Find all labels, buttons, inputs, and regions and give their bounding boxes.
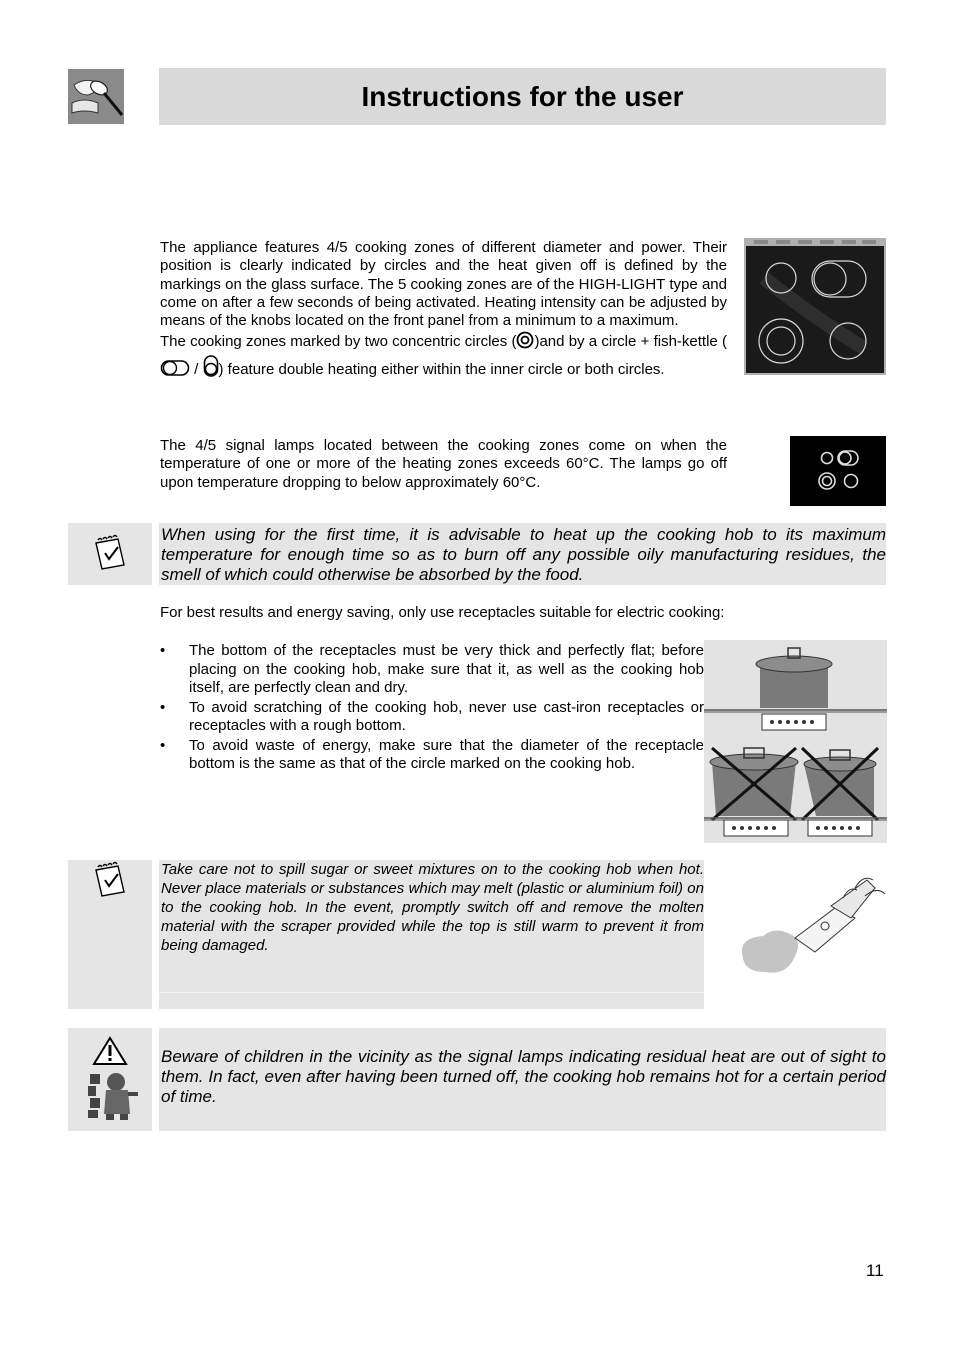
page-number: 11 [866, 1261, 884, 1280]
signal-lamps-image [790, 436, 886, 506]
note-first-use [159, 523, 886, 585]
page-header [159, 68, 886, 125]
notepad-check-icon [68, 860, 152, 910]
intro-text-c: ) feature double heating either within the inner circle or both circles. [218, 360, 665, 378]
hob-image [744, 238, 886, 375]
intro-paragraph-2 [160, 331, 727, 382]
list-item: • The bottom of the receptacles must be very thick and perfectly flat; before placing on the cooking hob, make sure that it, as well as the cooking hob itself, are perfectly clean and dry. [160, 642, 704, 698]
note-spill-text: Take care not to spill sugar or sweet mixtures on to the cooking hob when hot. Never place materials or substances which may melt (plastic or aluminium foil) on to the cooking hob. In the event, promptly switch off and remove the molten material with the scraper provided while the top is still warm to prevent it from being damaged. [161, 861, 704, 954]
note-spill-warning [159, 860, 704, 1009]
notepad-check-icon [68, 523, 152, 585]
warning-children [159, 1028, 886, 1131]
intro-text-a: The cooking zones marked by two concentric circles ( [160, 333, 517, 351]
chef-spoon-icon [68, 69, 124, 124]
page-title: Instructions for the user [361, 80, 684, 112]
list-item: • To avoid waste of energy, make sure that the diameter of the receptacle bottom is the same as that of the circle marked on the cooking hob. [160, 737, 704, 774]
receptacles-intro [160, 604, 880, 622]
child-figure-icon [88, 1073, 138, 1120]
pots-illustration [704, 640, 887, 843]
intro-paragraph-1: The appliance features 4/5 cooking zones of different diameter and power. Their position is clearly indicated by circles and the heat given off is defined by the markings on the glass surface. The 5 cooking zones are of the HIGH-LIGHT type and come on after a few seconds of being activated. Heating intensity can be adjusted by means of the knobs located on the front panel from a minimum to a maximum. [160, 239, 727, 330]
scraper-icon [735, 868, 887, 988]
fish-kettle-vertical-icon [203, 355, 219, 382]
note2-icon-box [68, 860, 152, 1009]
list-item: • To avoid scratching of the cooking hob, never use cast-iron receptacles or receptacles with a rough bottom. [160, 699, 704, 736]
scraper-illustration [735, 868, 887, 988]
signal-lamps-paragraph: The 4/5 signal lamps located between the cooking zones come on when the temperature of one or more of the heating zones exceeds 60°C. The lamps go off upon temperature dropping to below approximately 60°C. [160, 437, 727, 491]
warning-text: Beware of children in the vicinity as the signal lamps indicating residual heat are out of sight to them. In fact, even after having been turned off, the cooking hob remains hot for a certain period of time. [161, 1047, 886, 1106]
intro-text-b: )and by a circle + fish-kettle ( [534, 333, 727, 351]
note-first-use-text: When using for the first time, it is advisable to heat up the cooking hob to its maximum temperature for enough time so as to burn off any possible oily manufacturing residues, the smell of which could otherwise be absorbed by the food. [161, 525, 886, 584]
signal-lamps-section [160, 437, 727, 492]
note-icon-box [68, 523, 152, 585]
concentric-circles-icon [516, 331, 534, 354]
warning-triangle-icon [94, 1038, 126, 1064]
intro-section [160, 239, 727, 382]
receptacles-list [160, 642, 704, 775]
intro-text-sep: / [190, 360, 203, 378]
fish-kettle-icon [160, 359, 190, 382]
warning-icon-box [68, 1028, 152, 1131]
receptacles-intro-text: For best results and energy saving, only use receptacles suitable for electric cooking: [160, 604, 725, 621]
